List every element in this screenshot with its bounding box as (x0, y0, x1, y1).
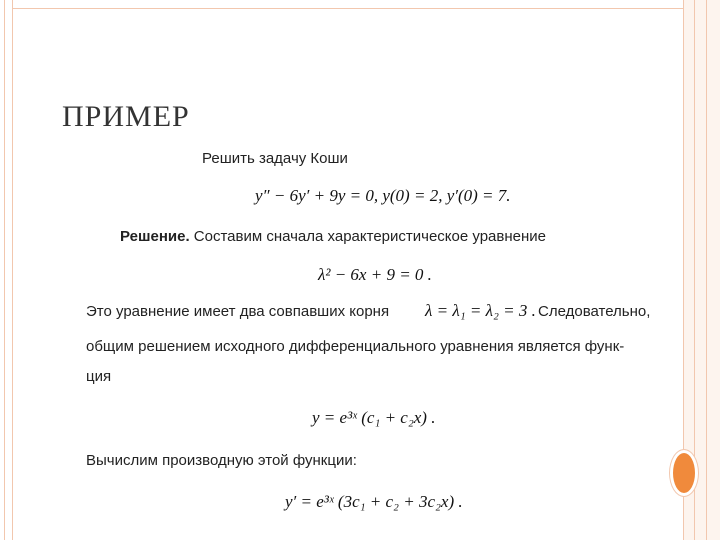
equation-derivative: y′ = e³ˣ (3c₁ + c₂ + 3c₂x) . (285, 492, 463, 511)
paragraph-general-solution: общим решением исходного дифференциального уравнения является функ- (86, 338, 625, 355)
paragraph-function: ция (86, 368, 112, 385)
equation-cauchy: y″ − 6y′ + 9y = 0, y(0) = 2, y′(0) = 7. (255, 186, 511, 205)
paragraph-roots-text: Это уравнение имеет два совпавших корня (86, 303, 390, 320)
task-heading: Решить задачу Коши (202, 150, 348, 167)
frame-left (0, 0, 13, 540)
paragraph-consequently: Следовательно, (538, 303, 651, 320)
frame-top (12, 0, 684, 9)
equation-roots: λ = λ₁ = λ₂ = 3 . (425, 301, 536, 320)
slide-marker-circle (670, 450, 698, 496)
equation-characteristic: λ² − 6x + 9 = 0 . (318, 265, 432, 284)
solution-label: Решение. (120, 228, 190, 245)
solution-text: Составим сначала характеристическое уравнение (189, 228, 546, 245)
solution-line (120, 228, 546, 245)
slide-title: ПРИМЕР (62, 100, 190, 133)
equation-general-solution: y = e³ˣ (c₁ + c₂x) . (312, 408, 436, 427)
paragraph-derivative: Вычислим производную этой функции: (86, 452, 357, 469)
